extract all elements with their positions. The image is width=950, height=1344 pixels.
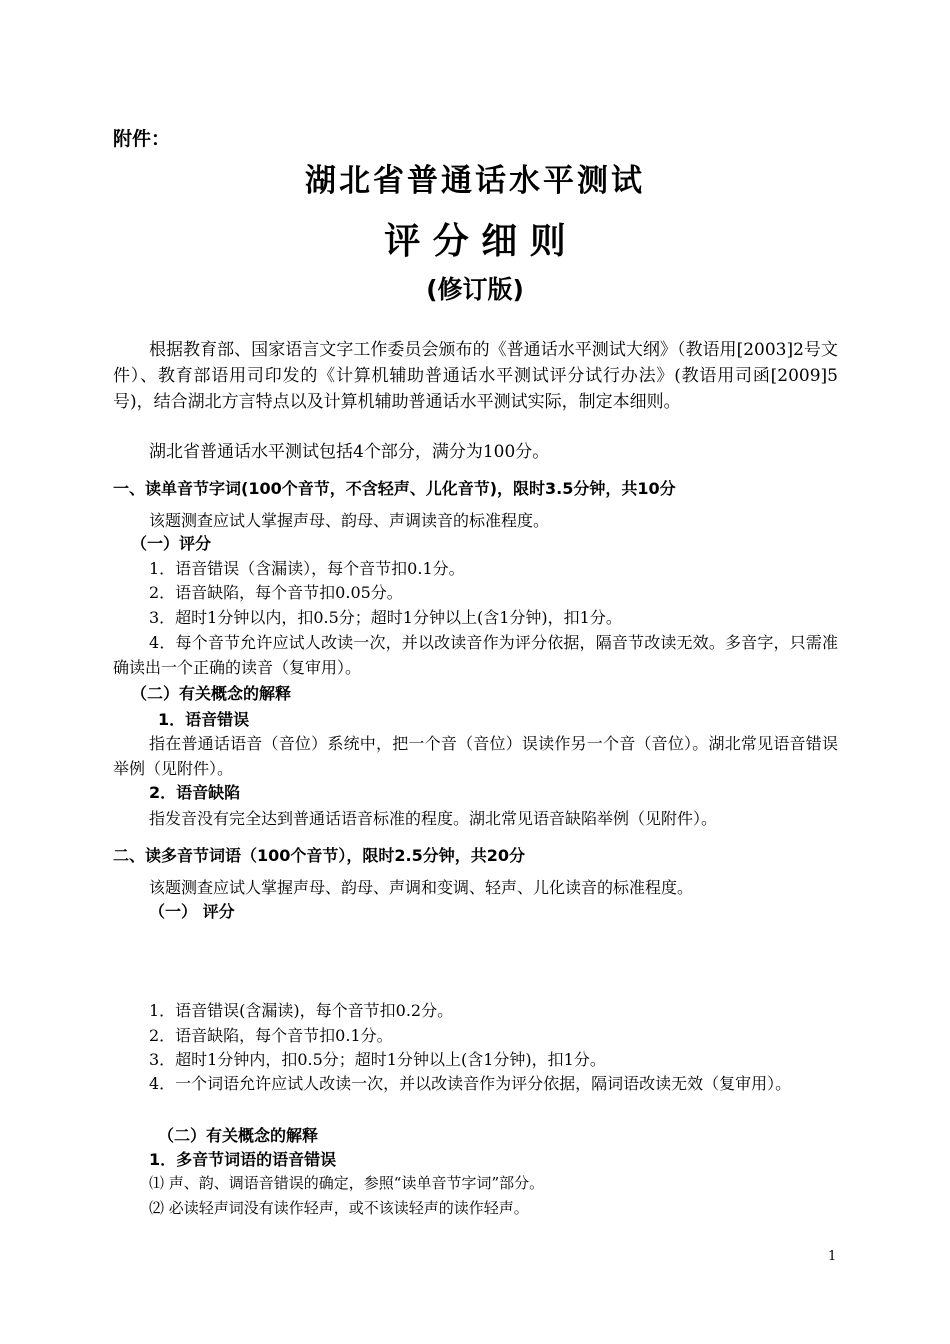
section2-scoring-heading: （一） 评分 (149, 902, 235, 921)
document-subtitle: 评 分 细 则 (384, 221, 566, 262)
intro-summary: 湖北省普通话水平测试包括4个部分，满分为100分。 (149, 442, 550, 462)
section2-description: 该题测查应试人掌握声母、韵母、声调和变调、轻声、儿化读音的标准程度。 (149, 878, 694, 897)
section1-concept1-heading: 1．语音错误 (158, 710, 250, 729)
section1-heading: 一、读单音节字词(100个音节，不含轻声、儿化音节)，限时3.5分钟，共10分 (113, 479, 676, 498)
page-number: 1 (828, 1249, 837, 1264)
section1-item-1: 1．语音错误（含漏读），每个音节扣0.1分。 (149, 559, 465, 578)
section2-item-3: 3．超时1分钟内，扣0.5分；超时1分钟以上(含1分钟)，扣1分。 (149, 1050, 606, 1069)
section1-concept1-text: 指在普通话语音（音位）系统中，把一个音（音位）误读作另一个音（音位）。湖北常见语音错误举例（见附件）。 (113, 734, 838, 778)
section1-concept2-text: 指发音没有完全达到普通话语音标准的程度。湖北常见语音缺陷举例（见附件）。 (149, 809, 718, 828)
section2-item-2: 2．语音缺陷，每个音节扣0.1分。 (149, 1026, 393, 1045)
section2-concepts-heading: （二）有关概念的解释 (158, 1126, 319, 1145)
attachment-label: 附件： (113, 128, 171, 150)
section1-description: 该题测查应试人掌握声母、韵母、声调读音的标准程度。 (149, 511, 550, 530)
document-title: 湖北省普通话水平测试 (305, 163, 645, 199)
section2-item-4: 4．一个词语允许应试人改读一次，并以改读音作为评分依据，隔词语改读无效（复审用）。 (149, 1074, 792, 1093)
section1-concepts-heading: （二）有关概念的解释 (131, 684, 292, 703)
intro-paragraph: 根据教育部、国家语言文字工作委员会颁布的《普通话水平测试大纲》（教语用[2003]2号文件）、教育部语用司印发的《计算机辅助普通话水平测试评分试行办法》(教语用司函[2009]5号)，结合湖北方言特点以及计算机辅助普通话水平测试实际，制定本细则。 (113, 340, 838, 412)
section1-item-3: 3．超时1分钟以内，扣0.5分；超时1分钟以上(含1分钟)，扣1分。 (149, 608, 622, 627)
section2-item-1: 1．语音错误(含漏读)，每个音节扣0.2分。 (149, 1001, 454, 1020)
section1-item-4: 4．每个音节允许应试人改读一次，并以改读音作为评分依据，隔音节改读无效。多音字，只需准确读出一个正确的读音（复审用）。 (113, 633, 838, 677)
section2-concept1-heading: 1．多音节词语的语音错误 (149, 1150, 337, 1169)
section1-scoring-heading: （一）评分 (131, 534, 212, 553)
section2-note-1: ⑴ 声、韵、调语音错误的确定，参照“读单音节字词”部分。 (149, 1174, 545, 1192)
section2-heading: 二、读多音节词语（100个音节），限时2.5分钟，共20分 (113, 846, 526, 865)
section2-note-2: ⑵ 必读轻声词没有读作轻声，或不该读轻声的读作轻声。 (149, 1199, 529, 1217)
section1-concept2-heading: 2．语音缺陷 (149, 783, 241, 802)
section1-item-2: 2．语音缺陷，每个音节扣0.05分。 (149, 583, 403, 602)
revision-label: (修订版) (426, 275, 524, 304)
